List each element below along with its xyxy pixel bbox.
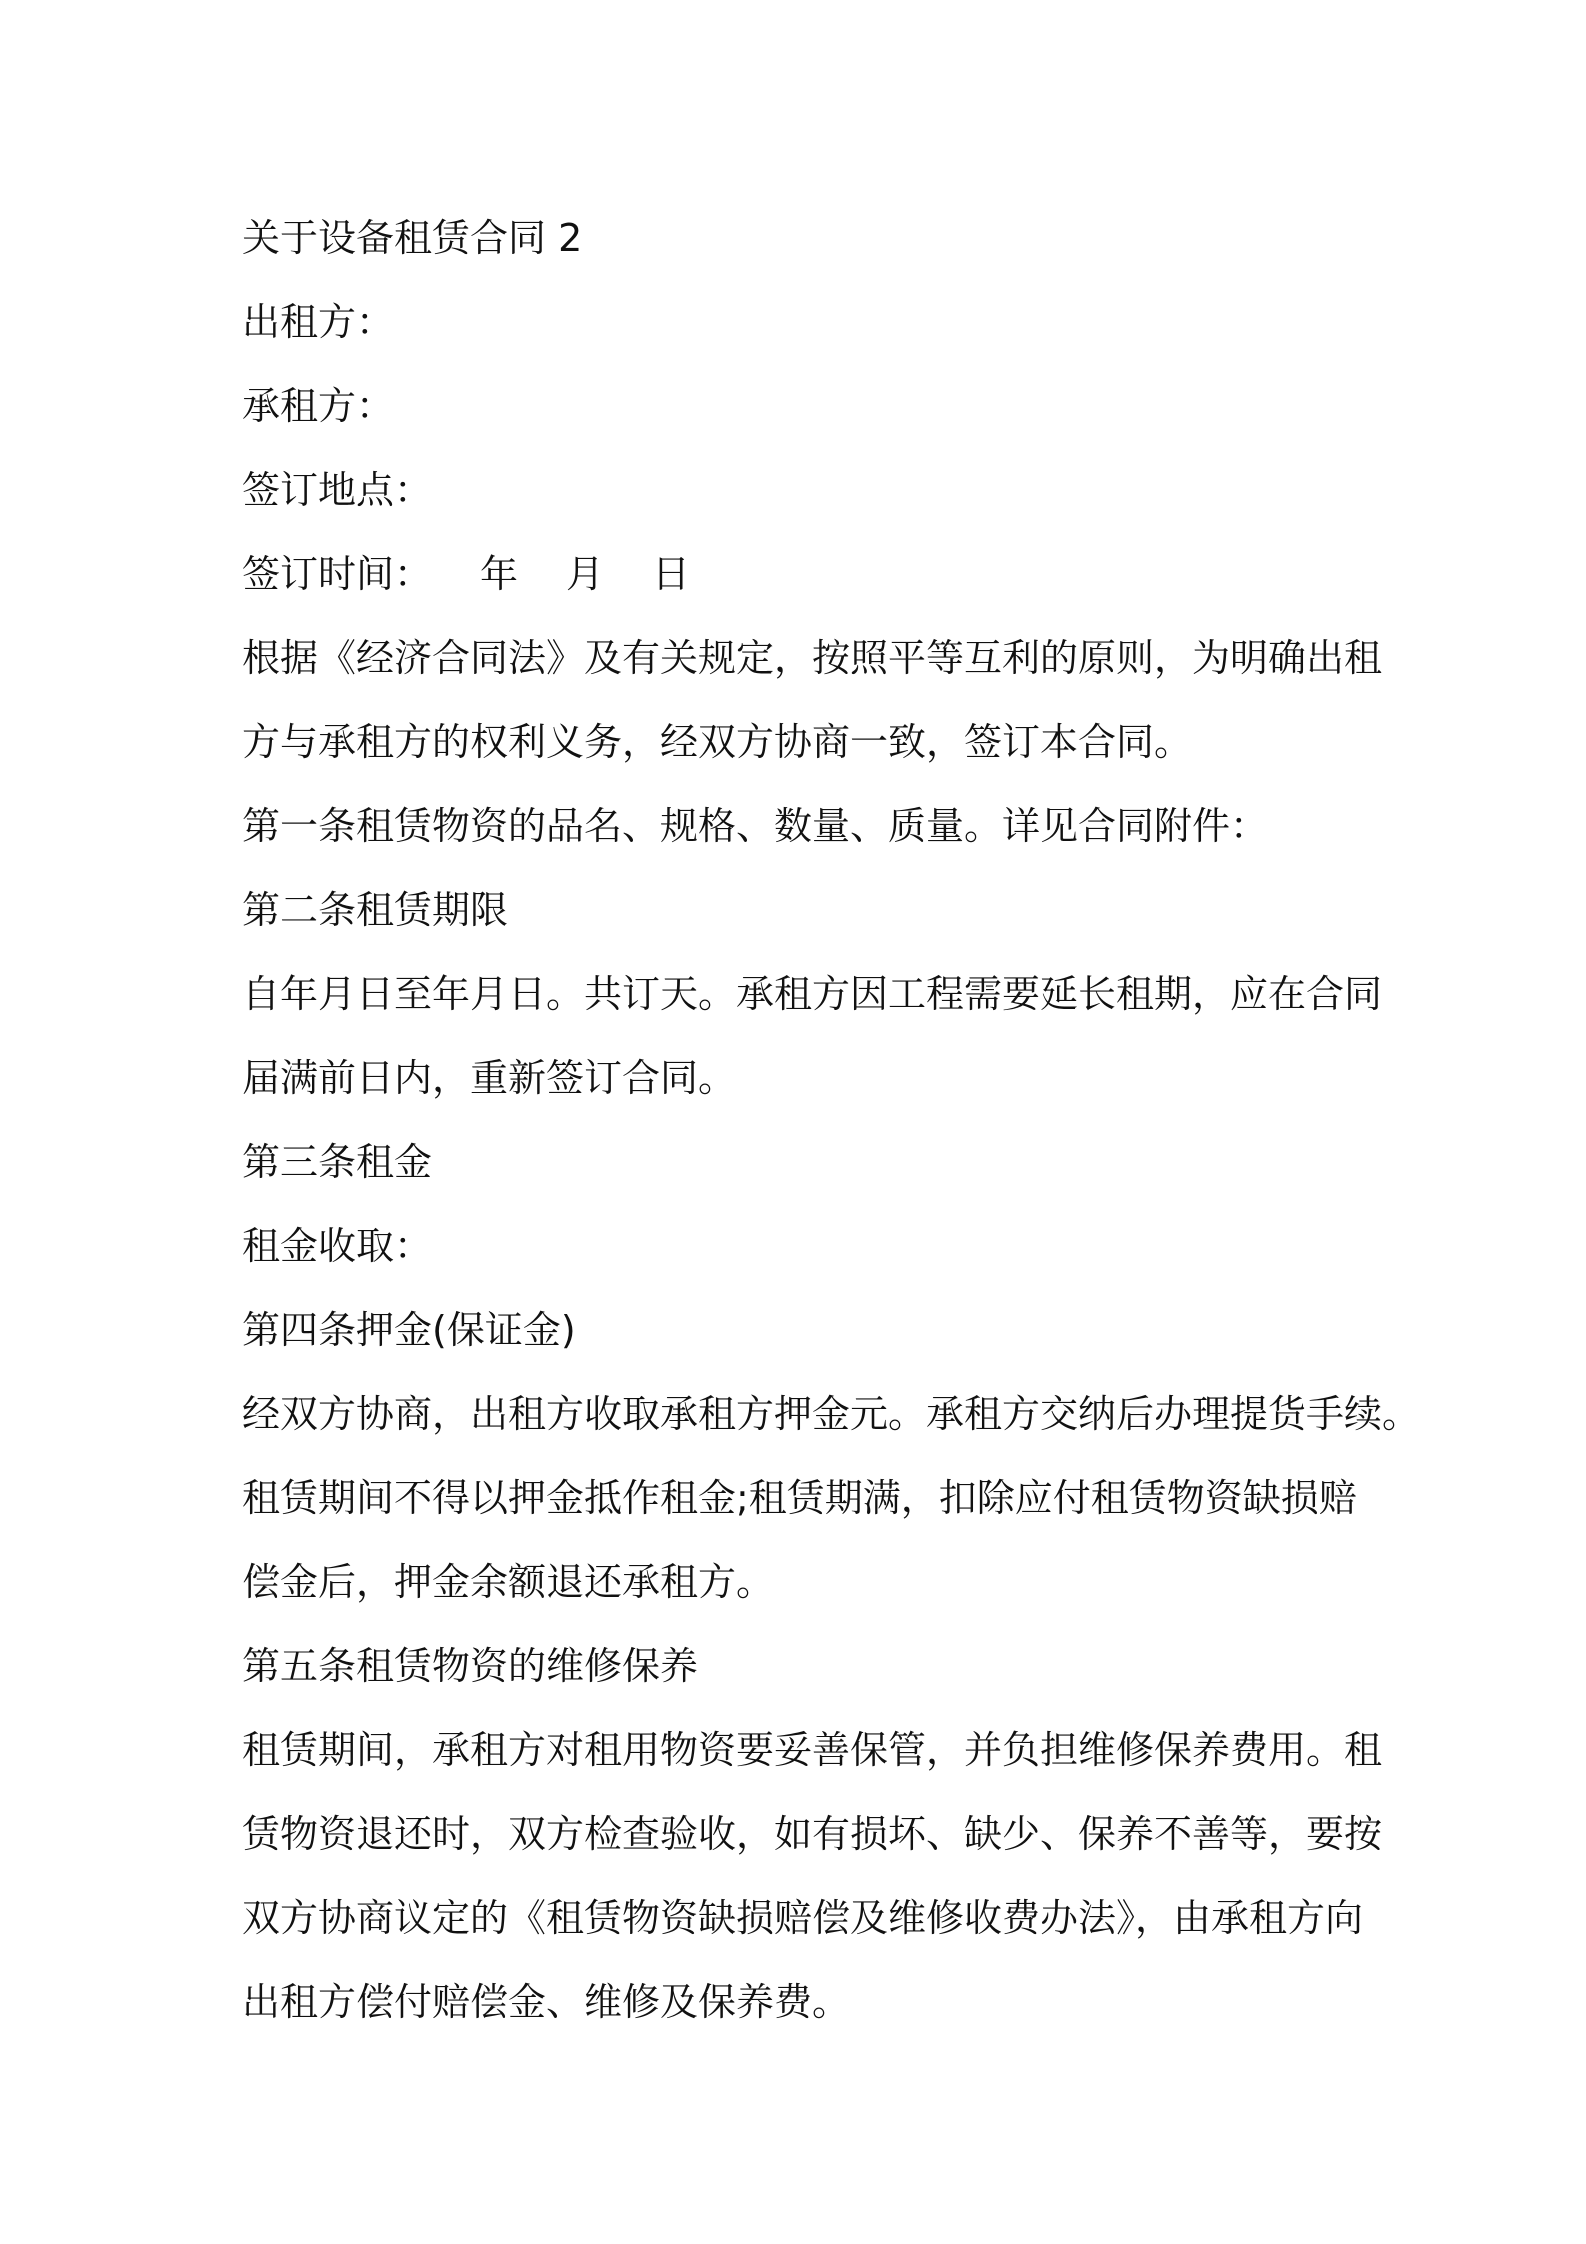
article-4-heading: 第四条押金(保证金)	[242, 1308, 576, 1352]
body-line-1: 根据《经济合同法》及有关规定，按照平等互利的原则，为明确出租	[242, 636, 1383, 680]
document-title: 关于设备租赁合同 2	[242, 216, 583, 260]
article-3-heading: 第三条租金	[242, 1140, 433, 1184]
article-4-line-1: 经双方协商，出租方收取承租方押金元。承租方交纳后办理提货手续。	[242, 1392, 1421, 1436]
month-label: 月	[566, 552, 605, 596]
article-5-line-3: 双方协商议定的《租赁物资缺损赔偿及维修收费办法》，由承租方向	[242, 1896, 1364, 1940]
article-2-line-1: 自年月日至年月日。共订天。承租方因工程需要延长租期，应在合同	[242, 972, 1383, 1016]
signing-place-line: 签订地点：	[242, 468, 433, 512]
article-5-heading: 第五条租赁物资的维修保养	[242, 1644, 699, 1688]
document-body	[242, 196, 1421, 2044]
article-5-line-2: 赁物资退还时，双方检查验收，如有损坏、缺少、保养不善等，要按	[242, 1812, 1383, 1856]
body-line-2: 方与承租方的权利义务，经双方协商一致，签订本合同。	[242, 720, 1193, 764]
signing-time-line	[242, 532, 1354, 616]
article-4-line-2: 租赁期间不得以押金抵作租金;租赁期满，扣除应付租赁物资缺损赔	[242, 1476, 1357, 1520]
lessor-line: 出租方：	[242, 300, 395, 344]
article-5-line-1: 租赁期间，承租方对租用物资要妥善保管，并负担维修保养费用。租	[242, 1728, 1383, 1772]
signing-time-label: 签订时间：	[242, 552, 433, 596]
article-5-line-4: 出租方偿付赔偿金、维修及保养费。	[242, 1980, 851, 2024]
year-label: 年	[480, 552, 519, 596]
article-4-line-3: 偿金后，押金余额退还承租方。	[242, 1560, 775, 1604]
article-1-line: 第一条租赁物资的品名、规格、数量、质量。详见合同附件：	[242, 804, 1269, 848]
article-2-heading: 第二条租赁期限	[242, 888, 509, 932]
day-label: 日	[652, 552, 691, 596]
article-3-line: 租金收取：	[242, 1224, 433, 1268]
lessee-line: 承租方：	[242, 384, 395, 428]
article-2-line-2: 届满前日内，重新签订合同。	[242, 1056, 737, 1100]
